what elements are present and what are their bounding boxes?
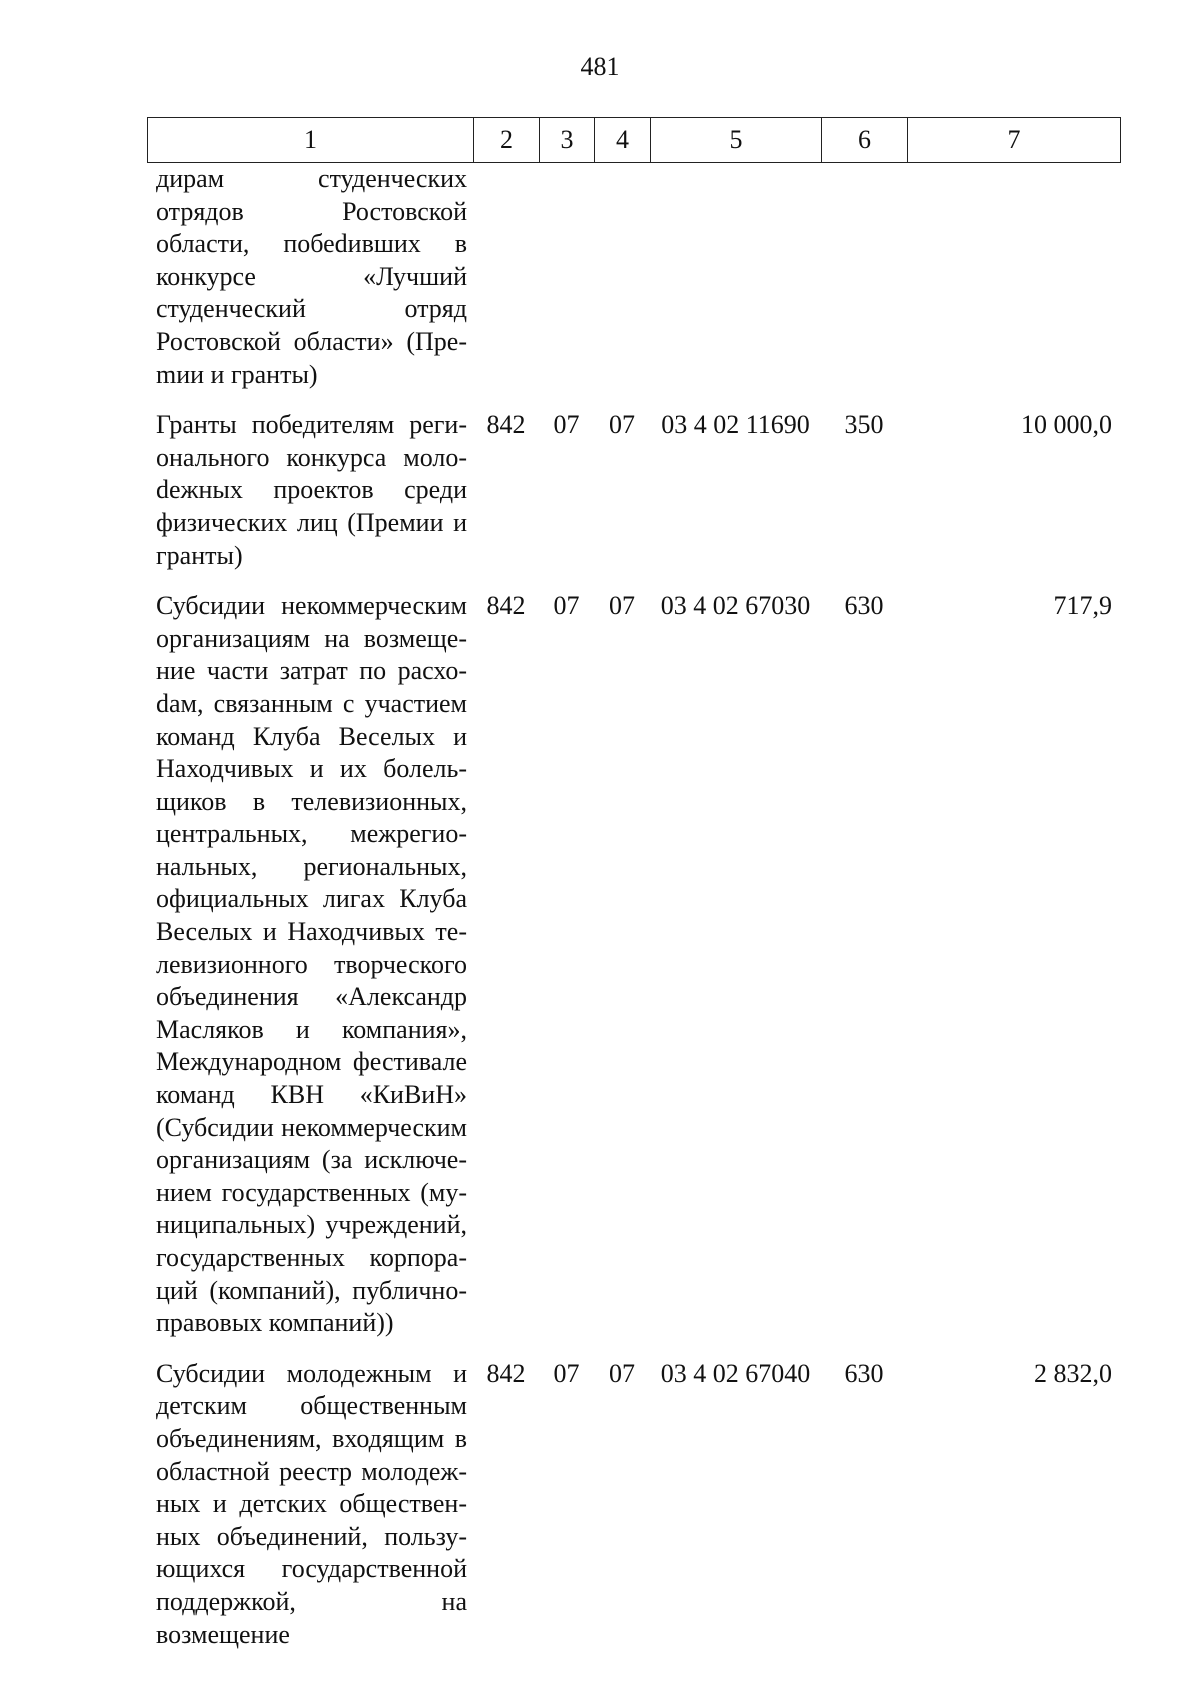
- row-code-5: 03 4 02 67030: [660, 591, 811, 621]
- column-header-table: [147, 117, 1121, 163]
- header-col-2: 2: [474, 118, 540, 163]
- row-amount: 717,9: [1053, 591, 1112, 621]
- row-description: Субсидии молодежным и детским общественным объединениям, входящим в областной реестр молодежных и детских общественных объединений, пользующихся государственной поддержкой, на возмещение: [156, 1358, 467, 1649]
- row-code-2: 842: [486, 410, 526, 440]
- row-amount: [907, 163, 1120, 409]
- row-code-5: 03 4 02 11690: [661, 410, 810, 440]
- table-row: [147, 1358, 1120, 1651]
- row-code-5: [650, 163, 821, 409]
- row-code-3: 07: [553, 1358, 580, 1388]
- header-col-6: 6: [822, 118, 908, 163]
- header-col-7: 7: [908, 118, 1121, 163]
- row-amount: 2 832,0: [1034, 1358, 1112, 1388]
- table-row: [147, 409, 1120, 590]
- budget-table-body: [147, 163, 1120, 1651]
- row-code-6: [821, 163, 907, 409]
- row-code-4: 07: [609, 591, 635, 621]
- row-code-3: 07: [553, 410, 580, 440]
- row-code-6: 630: [844, 1358, 884, 1388]
- row-code-5: 03 4 02 67040: [660, 1358, 811, 1388]
- row-amount: 10 000,0: [1021, 410, 1112, 440]
- row-description: Субсидии некоммерческим организациям на возмещение части затрат по расхоdам, связанным с участием команд Клуба Веселых и Находчивых и их болельщиков в телевизионных, центральных, межрегиональных, региональных, официальных лигах Клуба Веселых и Находчивых телевизионного творческого объединения «Александр Масляков и компания», Международном фестивале команд КВН «КиВиН» (Субсидии некоммерческим организациям (за исключением государственных (муниципальных) учреждений, государственных корпораций (компаний), публично-правовых компаний)): [156, 591, 467, 1338]
- header-col-3: 3: [540, 118, 595, 163]
- table-row: [147, 163, 1120, 409]
- row-code-4: 07: [609, 1358, 635, 1388]
- header-col-5: 5: [651, 118, 822, 163]
- row-code-6: 350: [844, 410, 884, 440]
- row-description: Гранты победителям регионального конкурса молоdежных проектов среди физических лиц (Премии и гранты): [156, 410, 467, 570]
- header-row: [148, 118, 1121, 163]
- header-col-4: 4: [595, 118, 651, 163]
- row-code-3: [539, 163, 594, 409]
- table-row: [147, 590, 1120, 1358]
- row-code-4: [594, 163, 650, 409]
- row-code-2: 842: [486, 591, 526, 621]
- header-col-1: 1: [148, 118, 474, 163]
- row-description: дирам студенческих отрядов Ростовской области, побеdивших в конкурсе «Лучший студенческий отряд Ростовской области» (Преmии и гранты): [156, 164, 467, 389]
- page-number: 481: [580, 52, 620, 81]
- row-code-3: 07: [553, 591, 580, 621]
- row-code-2: [473, 163, 539, 409]
- row-code-4: 07: [609, 410, 635, 440]
- row-code-2: 842: [486, 1358, 526, 1388]
- row-code-6: 630: [844, 591, 884, 621]
